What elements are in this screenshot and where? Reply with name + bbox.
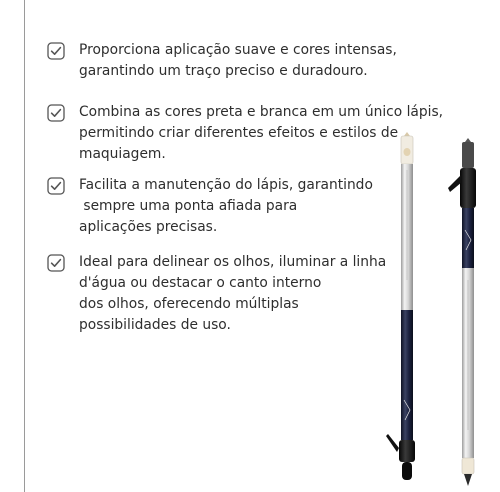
feature-text [79,175,373,238]
feature-line: maquiagem. [79,146,166,162]
feature-item-3 [47,175,373,238]
feature-line: possibilidades de uso. [79,317,231,333]
feature-line: garantindo um traço preciso e duradouro. [79,63,368,79]
checkbox-check-icon [47,254,65,272]
right-pencil-icon [448,138,476,486]
feature-line: Ideal para delinear os olhos, iluminar a linha [79,254,387,270]
checkbox-check-icon [47,42,65,60]
checkbox-check-icon [47,104,65,122]
eye-pencil-product-image [370,130,500,492]
feature-line: d'água ou destacar o canto interno [79,275,322,291]
feature-line: Combina as cores preta e branca em um único lápis, [79,104,444,120]
feature-text [79,252,386,336]
feature-item-1 [47,40,397,82]
feature-line: sempre uma ponta afiada para [79,198,298,214]
feature-line: Facilita a manutenção do lápis, garantindo [79,177,373,193]
feature-item-4 [47,252,386,336]
feature-text [79,40,397,82]
feature-line: dos olhos, oferecendo múltiplas [79,296,299,312]
left-divider-line [24,0,25,492]
feature-line: aplicações precisas. [79,219,218,235]
feature-line: permitindo criar diferentes efeitos e estilos de [79,125,399,141]
checkbox-check-icon [47,177,65,195]
left-pencil-icon [386,132,415,480]
feature-line: Proporciona aplicação suave e cores intensas, [79,42,397,58]
